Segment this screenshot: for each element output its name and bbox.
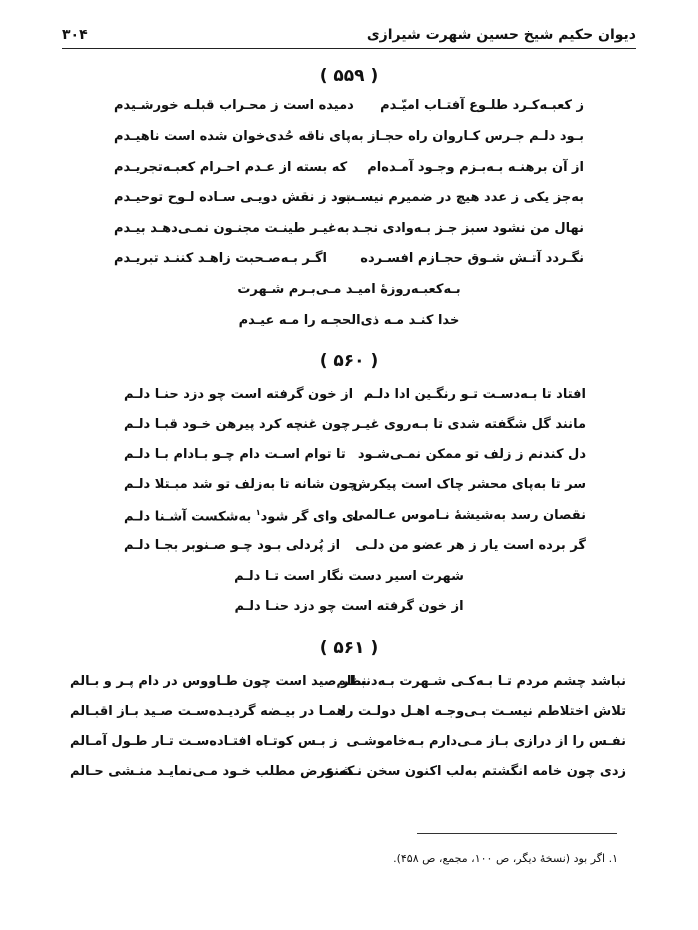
hemistich-left: نظر صید است چون طـاووس در دام پـر و بـالم: [70, 674, 367, 689]
couplet: [70, 734, 626, 756]
couplet: [124, 508, 586, 530]
hemistich-right: به‌جز یکی ز عدد هیچ در ضمیرم نیسـت: [342, 190, 584, 205]
poem-number: ( ۵۶۱ ): [319, 638, 379, 658]
hemistich-left: همـا در بیـضه گردیـده‌سـت صـید بـاز اقبـالم: [70, 704, 346, 719]
footnote-rule: [417, 833, 617, 834]
hemistich-right: بـود دلـم جـرس کـاروان راه حجـاز: [368, 129, 584, 144]
couplet: [124, 477, 586, 499]
closing-line: شهرت اسیر دست نگار است تـا دلـم: [234, 569, 464, 584]
hemistich-right: افتاد تا بـه‌دسـت تـو رنگـین ادا دلـم: [363, 387, 586, 402]
couplet: [114, 251, 584, 273]
closing-line: از خون گرفته است چو دزد حنـا دلـم: [234, 599, 464, 614]
hemistich-right: زدی چون خامه انگشتم به‌لب اکنون سخن نـشنو: [325, 764, 626, 779]
couplet: [114, 221, 584, 243]
hemistich-left: که بسته از عـدم احـرام کعبـه‌تجریـدم: [114, 160, 348, 175]
couplet: [114, 129, 584, 151]
hemistich-left: اگـر بـه‌صـحبت زاهـد کننـد تبریـدم: [114, 251, 327, 266]
couplet: [70, 704, 626, 726]
couplet: [124, 447, 586, 469]
couplet: [114, 160, 584, 182]
hemistich-left-part: به‌شکست آشـنا دلـم: [124, 509, 256, 525]
hemistich-left: چون شانه تا به‌زلف تو شد مبـتلا دلـم: [124, 477, 358, 492]
hemistich-right: گر برده است یار ز هر عضو من دلـی: [355, 538, 586, 553]
header-rule: [62, 48, 636, 49]
footnote: ۱. اگر بود (نسخهٔ دیگر، ص ۱۰۰، مجمع، ص ۴۵۸).: [393, 852, 618, 865]
poem-number: ( ۵۵۹ ): [319, 66, 379, 86]
hemistich-left: از خون گرفته است چو دزد حنـا دلـم: [124, 387, 354, 402]
poem-number: ( ۵۶۰ ): [319, 351, 379, 371]
couplet: [124, 417, 586, 439]
hemistich-right: نفـس را از درازی بـاز مـی‌دارم بـه‌خاموشـی: [346, 734, 626, 749]
hemistich-left: تا توام اسـت دام چـو بـادام بـا دلـم: [124, 447, 346, 462]
couplet: [114, 98, 584, 120]
footnote-marker: ۱: [255, 508, 261, 517]
hemistich-left-part: ای وای گر شود: [260, 509, 359, 525]
hemistich-right: نگـردد آتـش شـوق حجـازم افسـرده: [360, 251, 584, 266]
hemistich-left: چون غنچه کرد پیرهن خـود قبـا دلـم: [124, 417, 351, 432]
hemistich-right: نقصان رسد به‌شیشهٔ نـاموس عـالمی: [351, 508, 586, 523]
couplet: [124, 387, 586, 409]
hemistich-left: به‌غیـر طینـت مجنـون نمـی‌دهـد بیـدم: [114, 221, 350, 236]
couplet: [124, 538, 586, 560]
book-title: دیوان حکیم شیخ حسین شهرت شیرازی: [366, 27, 636, 43]
page-number: ۳۰۴: [62, 27, 88, 43]
couplet: [70, 764, 626, 786]
closing-line: بـه‌کعبـه‌روزهٔ امیـد مـی‌بـرم شـهرت: [237, 282, 461, 297]
hemistich-right: تلاش اختلاطم نیسـت بـی‌وجـه اهـل دولـت را: [341, 704, 626, 719]
hemistich-left: از پُردلی بـود چـو صـنوبر بجـا دلـم: [124, 538, 341, 553]
hemistich-right: نهال من نشود سبز جـز بـه‌وادی نجـد: [351, 221, 584, 236]
hemistich-right: ز کعبـه‌کـرد طلـوع آفتـاب امیّـدم: [380, 98, 584, 113]
hemistich-left: بود ز نقش دویـی سـاده لـوح توحیـدم: [114, 190, 351, 205]
couplet: [70, 674, 626, 696]
hemistich-right: سر تا به‌پای محشر چاک است پیکرش: [352, 477, 586, 492]
closing-line: خدا کنـد مـه ذی‌الحجـه را مـه عیـدم: [238, 313, 460, 328]
hemistich-left: ز بـس کوتـاه افتـاده‌سـت تـار طـول آمـالم: [70, 734, 338, 749]
hemistich-right: از آن برهنـه بـه‌بـزم وجـود آمـده‌ام: [367, 160, 584, 175]
hemistich-right: مانند گل شگفته شدی تا بـه‌روی غیـر: [352, 417, 586, 432]
hemistich-right: دل کندنم ز زلف تو ممکن نمـی‌شـود: [357, 447, 586, 462]
hemistich-left: دمیده است ز محـراب قبلـه خورشـیدم: [114, 98, 354, 113]
couplet: [114, 190, 584, 212]
hemistich-right: نباشد چشم مردم تـا بـه‌کـی شـهرت بـه‌دنبـالم: [336, 674, 626, 689]
hemistich-left: که عرض مطلب خـود مـی‌نمایـد منـشی حـالم: [70, 764, 355, 779]
page-header: [62, 24, 636, 46]
hemistich-left: به‌پای ناقه حُدی‌خوان شده است ناهیـدم: [114, 129, 364, 144]
hemistich-left: [124, 508, 358, 524]
